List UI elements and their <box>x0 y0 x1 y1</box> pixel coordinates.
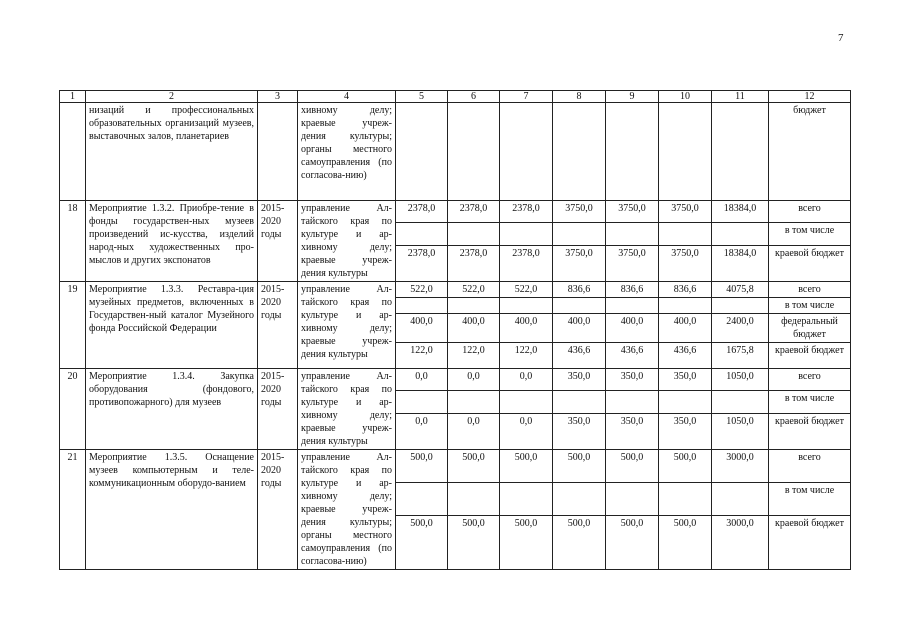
value-cell: 1050,0 <box>712 369 769 391</box>
value-cell: 3750,0 <box>606 245 659 281</box>
period-cell: 2015-2020 годы <box>258 201 298 282</box>
value-cell: 3750,0 <box>553 245 606 281</box>
source-cell: всего <box>769 369 851 391</box>
value-cell: 18384,0 <box>712 245 769 281</box>
value-cell: 122,0 <box>448 343 500 369</box>
value-cell <box>396 223 448 245</box>
value-cell: 350,0 <box>606 369 659 391</box>
value-cell <box>448 483 500 516</box>
row-number-cell: 21 <box>60 450 86 570</box>
source-cell: краевой бюджет <box>769 245 851 281</box>
value-cell <box>500 298 553 314</box>
value-cell <box>712 298 769 314</box>
value-cell: 350,0 <box>659 413 712 449</box>
value-cell <box>396 391 448 413</box>
value-cell <box>659 103 712 201</box>
value-cell: 400,0 <box>553 314 606 343</box>
row-number-cell: 19 <box>60 282 86 369</box>
value-cell <box>500 103 553 201</box>
value-cell <box>712 391 769 413</box>
value-cell: 500,0 <box>606 516 659 570</box>
value-cell: 500,0 <box>606 450 659 483</box>
source-cell: федеральный бюджет <box>769 314 851 343</box>
value-cell: 436,6 <box>659 343 712 369</box>
source-cell: в том числе <box>769 298 851 314</box>
value-cell <box>448 223 500 245</box>
value-cell: 1050,0 <box>712 413 769 449</box>
column-header: 6 <box>448 91 500 103</box>
value-cell: 0,0 <box>500 413 553 449</box>
source-cell: в том числе <box>769 391 851 413</box>
value-cell: 0,0 <box>500 369 553 391</box>
source-cell: всего <box>769 282 851 298</box>
executor-cell: управление Ал-тайского края по культуре и ар-хивному делу; краевые учреж-дения культуры; органы местного самоуправления (по согласова-нию) <box>298 450 396 570</box>
value-cell: 500,0 <box>448 450 500 483</box>
period-cell <box>258 103 298 201</box>
value-cell: 350,0 <box>553 413 606 449</box>
value-cell: 3750,0 <box>659 245 712 281</box>
measure-name-cell: Мероприятие 1.3.4. Закупка оборудования (фондового, противопожарного) для музеев <box>86 369 258 450</box>
value-cell: 2378,0 <box>500 245 553 281</box>
value-cell: 2378,0 <box>396 201 448 223</box>
value-cell: 400,0 <box>500 314 553 343</box>
value-cell: 122,0 <box>396 343 448 369</box>
source-cell: в том числе <box>769 483 851 516</box>
value-cell <box>500 483 553 516</box>
value-cell <box>448 103 500 201</box>
source-cell: всего <box>769 201 851 223</box>
value-cell <box>659 298 712 314</box>
column-header: 3 <box>258 91 298 103</box>
executor-cell: управление Ал-тайского края по культуре и ар-хивному делу; краевые учреж-дения культуры <box>298 282 396 369</box>
value-cell <box>553 391 606 413</box>
column-header: 11 <box>712 91 769 103</box>
period-cell: 2015-2020 годы <box>258 282 298 369</box>
row-number-cell <box>60 103 86 201</box>
value-cell: 0,0 <box>396 413 448 449</box>
value-cell <box>396 483 448 516</box>
value-cell: 4075,8 <box>712 282 769 298</box>
value-cell: 3000,0 <box>712 516 769 570</box>
source-cell: всего <box>769 450 851 483</box>
value-cell: 522,0 <box>448 282 500 298</box>
executor-cell: хивному делу; краевые учреж-дения культуры; органы местного самоуправления (по согласова-нию) <box>298 103 396 201</box>
value-cell: 3750,0 <box>606 201 659 223</box>
value-cell: 0,0 <box>448 413 500 449</box>
value-cell <box>396 103 448 201</box>
column-header: 10 <box>659 91 712 103</box>
value-cell: 3750,0 <box>553 201 606 223</box>
value-cell: 350,0 <box>606 413 659 449</box>
column-header: 7 <box>500 91 553 103</box>
value-cell: 500,0 <box>553 516 606 570</box>
column-header: 5 <box>396 91 448 103</box>
value-cell: 400,0 <box>396 314 448 343</box>
value-cell <box>659 223 712 245</box>
budget-table <box>59 90 851 570</box>
value-cell: 2378,0 <box>448 201 500 223</box>
measure-name-cell: Мероприятие 1.3.3. Реставра-ция музейных предметов, включенных в Государствен-ный каталог Музейного фонда Российской Федерации <box>86 282 258 369</box>
table-row <box>60 369 851 391</box>
header-row <box>60 91 851 103</box>
value-cell: 400,0 <box>448 314 500 343</box>
value-cell: 2400,0 <box>712 314 769 343</box>
value-cell: 500,0 <box>500 516 553 570</box>
measure-name-cell: Мероприятие 1.3.2. Приобре-тение в фонды государствен-ных музеев произведений ис-кусства, изделий народ-ных художественных про-мыслов и других экспонатов <box>86 201 258 282</box>
page-number: 7 <box>838 32 844 44</box>
value-cell: 500,0 <box>659 516 712 570</box>
value-cell <box>553 298 606 314</box>
column-header: 12 <box>769 91 851 103</box>
column-header: 1 <box>60 91 86 103</box>
value-cell <box>553 223 606 245</box>
value-cell <box>712 103 769 201</box>
executor-cell: управление Ал-тайского края по культуре и ар-хивному делу; краевые учреж-дения культуры <box>298 201 396 282</box>
continuation-row <box>60 103 851 201</box>
value-cell: 836,6 <box>606 282 659 298</box>
value-cell: 3750,0 <box>659 201 712 223</box>
column-header: 4 <box>298 91 396 103</box>
source-cell: в том числе <box>769 223 851 245</box>
value-cell: 2378,0 <box>448 245 500 281</box>
value-cell <box>606 298 659 314</box>
value-cell <box>500 223 553 245</box>
value-cell: 350,0 <box>553 369 606 391</box>
value-cell: 836,6 <box>553 282 606 298</box>
value-cell <box>606 103 659 201</box>
value-cell <box>712 223 769 245</box>
value-cell: 436,6 <box>553 343 606 369</box>
value-cell <box>659 391 712 413</box>
value-cell <box>712 483 769 516</box>
table-row <box>60 450 851 483</box>
table-row <box>60 201 851 223</box>
period-cell: 2015-2020 годы <box>258 369 298 450</box>
measure-name-cell: Мероприятие 1.3.5. Оснащение музеев компьютерным и теле-коммуникационным оборудо-ванием <box>86 450 258 570</box>
value-cell: 1675,8 <box>712 343 769 369</box>
value-cell <box>396 298 448 314</box>
value-cell: 0,0 <box>448 369 500 391</box>
column-header: 2 <box>86 91 258 103</box>
value-cell: 522,0 <box>500 282 553 298</box>
value-cell <box>448 391 500 413</box>
value-cell <box>606 223 659 245</box>
value-cell <box>606 391 659 413</box>
value-cell: 500,0 <box>396 516 448 570</box>
measure-name-cell: низаций и профессиональных образовательных организаций музеев, выставочных залов, планетариев <box>86 103 258 201</box>
value-cell: 0,0 <box>396 369 448 391</box>
row-number-cell: 20 <box>60 369 86 450</box>
value-cell: 2378,0 <box>396 245 448 281</box>
value-cell: 500,0 <box>396 450 448 483</box>
value-cell: 400,0 <box>606 314 659 343</box>
value-cell: 836,6 <box>659 282 712 298</box>
value-cell <box>500 391 553 413</box>
period-cell: 2015-2020 годы <box>258 450 298 570</box>
value-cell: 522,0 <box>396 282 448 298</box>
source-cell: краевой бюджет <box>769 343 851 369</box>
value-cell: 500,0 <box>659 450 712 483</box>
source-cell: краевой бюджет <box>769 516 851 570</box>
value-cell: 3000,0 <box>712 450 769 483</box>
column-header: 8 <box>553 91 606 103</box>
value-cell: 2378,0 <box>500 201 553 223</box>
source-cell: бюджет <box>769 103 851 201</box>
table-row <box>60 282 851 298</box>
value-cell <box>606 483 659 516</box>
source-cell: краевой бюджет <box>769 413 851 449</box>
value-cell: 18384,0 <box>712 201 769 223</box>
row-number-cell: 18 <box>60 201 86 282</box>
column-header: 9 <box>606 91 659 103</box>
value-cell: 500,0 <box>553 450 606 483</box>
value-cell: 436,6 <box>606 343 659 369</box>
value-cell <box>659 483 712 516</box>
value-cell: 122,0 <box>500 343 553 369</box>
value-cell <box>553 483 606 516</box>
value-cell <box>553 103 606 201</box>
value-cell <box>448 298 500 314</box>
executor-cell: управление Ал-тайского края по культуре и ар-хивному делу; краевые учреж-дения культуры <box>298 369 396 450</box>
value-cell: 500,0 <box>448 516 500 570</box>
value-cell: 400,0 <box>659 314 712 343</box>
value-cell: 500,0 <box>500 450 553 483</box>
value-cell: 350,0 <box>659 369 712 391</box>
